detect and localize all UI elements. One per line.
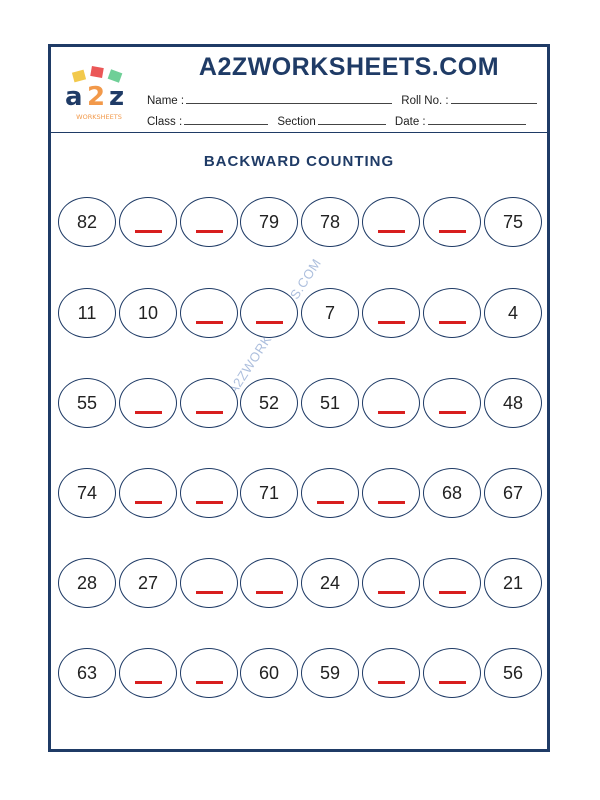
blank-mark bbox=[135, 681, 162, 684]
number-cell bbox=[301, 648, 359, 698]
roll-no-label: Roll No. : bbox=[401, 95, 449, 107]
number-text: 59 bbox=[319, 662, 341, 683]
number-cell bbox=[301, 197, 359, 247]
blank-cell[interactable] bbox=[423, 558, 481, 608]
number-cell bbox=[484, 558, 542, 608]
blank-cell[interactable] bbox=[362, 378, 420, 428]
blank-cell[interactable] bbox=[119, 468, 177, 518]
blank-cell[interactable] bbox=[362, 197, 420, 247]
svg-text:z: z bbox=[109, 82, 125, 112]
blank-cell[interactable] bbox=[240, 288, 298, 338]
name-label: Name : bbox=[147, 95, 185, 107]
blank-mark bbox=[135, 230, 162, 233]
number-text: 48 bbox=[502, 392, 524, 413]
number-text: 52 bbox=[258, 392, 280, 413]
number-text: 75 bbox=[502, 211, 524, 232]
blank-cell[interactable] bbox=[301, 468, 359, 518]
blank-mark bbox=[378, 230, 405, 233]
blank-cell[interactable] bbox=[423, 197, 481, 247]
number-text: 56 bbox=[502, 662, 524, 683]
section-label: Section bbox=[277, 116, 316, 128]
number-text: 78 bbox=[319, 211, 341, 232]
svg-text:WORKSHEETS: WORKSHEETS bbox=[76, 113, 122, 121]
svg-text:a: a bbox=[65, 82, 83, 112]
blank-mark bbox=[196, 591, 223, 594]
blank-mark bbox=[317, 501, 344, 504]
blank-mark bbox=[135, 411, 162, 414]
number-cell bbox=[301, 378, 359, 428]
number-text: 71 bbox=[258, 482, 280, 503]
blank-mark bbox=[378, 681, 405, 684]
blank-mark bbox=[196, 411, 223, 414]
number-cell bbox=[58, 468, 116, 518]
svg-text:2: 2 bbox=[87, 82, 106, 112]
blank-cell[interactable] bbox=[362, 558, 420, 608]
number-text: 28 bbox=[76, 572, 98, 593]
number-text: 63 bbox=[76, 662, 98, 683]
number-text: 82 bbox=[76, 211, 98, 232]
blank-cell[interactable] bbox=[423, 648, 481, 698]
blank-cell[interactable] bbox=[180, 468, 238, 518]
counting-grid bbox=[51, 47, 547, 749]
number-text: 4 bbox=[507, 302, 518, 323]
number-cell bbox=[58, 648, 116, 698]
number-text: 67 bbox=[502, 482, 524, 503]
number-cell bbox=[58, 288, 116, 338]
number-cell bbox=[484, 197, 542, 247]
number-cell bbox=[119, 558, 177, 608]
number-text: 60 bbox=[258, 662, 280, 683]
number-cell bbox=[58, 558, 116, 608]
number-cell bbox=[484, 288, 542, 338]
blank-cell[interactable] bbox=[180, 197, 238, 247]
number-cell bbox=[240, 468, 298, 518]
blank-cell[interactable] bbox=[180, 378, 238, 428]
number-text: 74 bbox=[76, 482, 98, 503]
blank-mark bbox=[256, 321, 283, 324]
number-text: 11 bbox=[77, 302, 97, 323]
number-text: 55 bbox=[76, 392, 98, 413]
blank-mark bbox=[196, 321, 223, 324]
blank-mark bbox=[378, 321, 405, 324]
number-cell bbox=[240, 648, 298, 698]
number-text: 68 bbox=[441, 482, 463, 503]
number-cell bbox=[484, 378, 542, 428]
number-text: 79 bbox=[258, 211, 280, 232]
site-title: A2ZWORKSHEETS.COM bbox=[198, 53, 500, 81]
blank-mark bbox=[196, 230, 223, 233]
number-text: 51 bbox=[319, 392, 341, 413]
number-cell bbox=[484, 648, 542, 698]
number-text: 21 bbox=[502, 572, 524, 593]
number-cell bbox=[58, 378, 116, 428]
blank-mark bbox=[378, 411, 405, 414]
blank-cell[interactable] bbox=[180, 648, 238, 698]
blank-mark bbox=[378, 591, 405, 594]
blank-mark bbox=[135, 501, 162, 504]
blank-cell[interactable] bbox=[119, 648, 177, 698]
number-cell bbox=[240, 378, 298, 428]
blank-cell[interactable] bbox=[362, 468, 420, 518]
blank-cell[interactable] bbox=[240, 558, 298, 608]
number-cell bbox=[423, 468, 481, 518]
blank-cell[interactable] bbox=[180, 288, 238, 338]
number-text: 7 bbox=[324, 302, 335, 323]
blank-cell[interactable] bbox=[362, 288, 420, 338]
class-label: Class : bbox=[147, 116, 183, 128]
blank-mark bbox=[439, 681, 466, 684]
number-text: 24 bbox=[319, 572, 341, 593]
blank-mark bbox=[196, 681, 223, 684]
number-cell bbox=[301, 288, 359, 338]
number-cell bbox=[119, 288, 177, 338]
number-text: 27 bbox=[137, 572, 159, 593]
number-cell bbox=[58, 197, 116, 247]
blank-cell[interactable] bbox=[362, 648, 420, 698]
blank-mark bbox=[439, 411, 466, 414]
number-text: 10 bbox=[137, 302, 159, 323]
blank-cell[interactable] bbox=[119, 197, 177, 247]
worksheet-frame bbox=[48, 44, 550, 752]
blank-cell[interactable] bbox=[423, 288, 481, 338]
blank-mark bbox=[196, 501, 223, 504]
blank-cell[interactable] bbox=[180, 558, 238, 608]
blank-mark bbox=[439, 321, 466, 324]
number-cell bbox=[240, 197, 298, 247]
blank-cell[interactable] bbox=[119, 378, 177, 428]
blank-cell[interactable] bbox=[423, 378, 481, 428]
number-cell bbox=[484, 468, 542, 518]
blank-mark bbox=[378, 501, 405, 504]
worksheet-heading: BACKWARD COUNTING bbox=[203, 153, 395, 170]
blank-mark bbox=[439, 230, 466, 233]
number-cell bbox=[301, 558, 359, 608]
blank-mark bbox=[439, 591, 466, 594]
date-label: Date : bbox=[394, 116, 426, 128]
blank-mark bbox=[256, 591, 283, 594]
